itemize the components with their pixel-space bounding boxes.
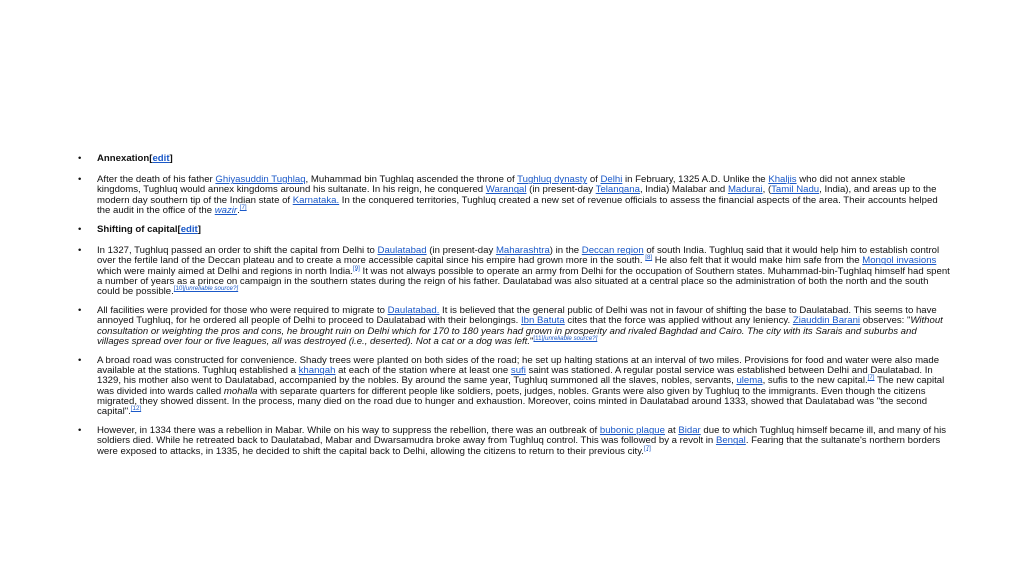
link-bidar[interactable]: Bidar xyxy=(678,425,701,437)
link-ulema[interactable]: ulema xyxy=(736,375,763,387)
link-delhi[interactable]: Delhi xyxy=(600,174,623,186)
citation-ref[interactable]: [12] xyxy=(130,404,142,412)
paragraph-migration: • All facilities were provided for those who were required to migrate to Daulatabad. It is believed that the general public of Delhi was not in favour of shifting the base to Daulatabad. This seems to have annoyed Tughluq, for he ordered all people of Delhi to proceed to Daulatabad with their belongings. Ibn Batuta cites that the force was applied without any leniency. Ziauddin Barani observes: "Without consultation or weighting the pros and cons, he brought ruin on Delhi which for 170 to 180 years had grown in prosperity and rivaled Baghdad and Cairo. The city with its Sarais and suburbs and villages spread over four or five leagues, all was destroyed (i.e., deserted). Not a cat or a dog was left."[11][unreliable source?] xyxy=(78,305,943,347)
link-karnataka[interactable]: Karnataka. xyxy=(292,194,340,206)
paragraph-annexation: • After the death of his father Ghiyasuddin Tughlaq, Muhammad bin Tughlaq ascended the throne of Tughluq dynasty of Delhi in February, 1325 A.D. Unlike the Khaljis who did not annex stable kingdoms, Tughluq would annex kingdoms around his sultanate. In his reign, he conquered Warangal (in present-day Telangana, India) Malabar and Madurai, (Tamil Nadu, India), and areas up to the modern day southern tip of the Indian state of Karnataka. In the conquered territories, Tughluq created a new set of revenue officials to assess the financial aspects of the area. Their accounts helped the audit in the office of the wazir.[7] xyxy=(78,174,938,216)
link-khanqah[interactable]: khanqah xyxy=(298,365,336,377)
section-list xyxy=(78,154,950,457)
bullet: • xyxy=(78,153,82,164)
paragraph-rebellion: • However, in 1334 there was a rebellion in Mabar. While on his way to suppress the rebellion, there was an outbreak of bubonic plague at Bidar due to which Tughluq himself became ill, and many of his soldiers died. While he retreated back to Daulatabad, Mabar and Dwarsamudra broke away from Tughluq control. This was followed by a revolt in Bengal. Fearing that the sultanate's northern borders were exposed to attacks, in 1335, he decided to shift the capital back to Delhi, allowing the citizens to return to their previous city.[7] xyxy=(78,425,947,457)
link-ibn-batuta[interactable]: Ibn Batuta xyxy=(521,315,565,327)
link-telangana[interactable]: Telangana xyxy=(595,184,640,196)
bullet: • xyxy=(78,224,82,236)
heading-shifting-of-capital: • Shifting of capital[edit] xyxy=(78,224,201,236)
bullet: • xyxy=(78,425,82,437)
unreliable-source-tag[interactable]: [unreliable source?] xyxy=(543,334,598,342)
paragraph-road: • A broad road was constructed for convenience. Shady trees were planted on both sides of the road; he set up halting stations at an interval of two miles. Provisions for food and water were also made available at the stations. Tughluq established a khanqah at each of the station where at least one sufi saint was stationed. A regular postal service was established between Delhi and Daulatabad. In 1329, his mother also went to Daulatabad, accompanied by the nobles. By around the same year, Tughluq summoned all the slaves, nobles, servants, ulema, sufis to the new capital.[7] The new capital was divided into wards called mohalla with separate quarters for different people like soldiers, poets, judges, nobles. Grants were also given by Tughluq to the immigrants. Even though the citizens migrated, they showed dissent. In the process, many died on the road due to hunger and exhaustion. Moreover, coins minted in Daulatabad around 1333, showed that Daulatabad was "the second capital".[12] xyxy=(78,355,945,418)
edit-link[interactable]: edit xyxy=(152,153,170,164)
paragraph-shift-order: • In 1327, Tughluq passed an order to shift the capital from Delhi to Daulatabad (in present-day Maharashtra) in the Deccan region of south India. Tughluq said that it would help him to establish control over the fertile land of the Deccan plateau and to create a more accessible capital since his empire had grown more in the south. [8] He also felt that it would make him safe from the Mongol invasions which were mainly aimed at Delhi and regions in north India.[9] It was not always possible to operate an army from Delhi for the occupation of Southern states. Muhammad-bin-Tughlaq himself had spent a number of years as a prince on campaign in the southern states during the reign of his father. Daulatabad was also situated at a central place so the administration of both the north and the south could be possible.[10][unreliable source?] xyxy=(78,245,950,298)
bullet: • xyxy=(78,245,82,257)
link-daulatabad[interactable]: Daulatabad xyxy=(377,245,427,257)
link-khaljis[interactable]: Khaljis xyxy=(768,174,797,186)
quotation: Without consultation or weighting the pros and cons, he brought ruin on Delhi which for 170 to 180 years had grown in prosperity and rivaled Baghdad and Cairo. The city with its Sarais and suburbs and villages spread over four or five leagues, all was destroyed (i.e., deserted). Not a cat or a dog was left. xyxy=(97,315,943,347)
article-content xyxy=(78,154,950,466)
link-warangal[interactable]: Warangal xyxy=(485,184,527,196)
link-bubonic-plague[interactable]: bubonic plague xyxy=(599,425,665,437)
link-ziauddin-barani[interactable]: Ziauddin Barani xyxy=(792,315,861,327)
link-mongol-invasions[interactable]: Mongol invasions xyxy=(862,255,937,267)
edit-link[interactable]: edit xyxy=(180,224,198,236)
link-wazir[interactable]: wazir xyxy=(214,204,238,216)
link-ghiyasuddin-tughlaq[interactable]: Ghiyasuddin Tughlaq xyxy=(215,174,306,186)
heading-annexation: • Annexation[edit] xyxy=(78,153,173,164)
link-maharashtra[interactable]: Maharashtra xyxy=(495,245,550,257)
bullet: • xyxy=(78,355,82,367)
citation-ref[interactable]: [7] xyxy=(643,444,651,452)
link-deccan-region[interactable]: Deccan region xyxy=(581,245,644,257)
citation-ref[interactable]: [8] xyxy=(645,254,653,262)
section-title: Shifting of capital xyxy=(97,224,178,236)
link-sufi[interactable]: sufi xyxy=(510,365,526,377)
citation-ref[interactable]: [7] xyxy=(867,374,875,382)
link-madurai[interactable]: Madurai xyxy=(727,184,763,196)
link-tughluq-dynasty[interactable]: Tughluq dynasty xyxy=(517,174,588,186)
section-title: Annexation xyxy=(97,153,150,164)
bullet: • xyxy=(78,305,82,317)
citation-ref[interactable]: [7] xyxy=(239,203,247,211)
unreliable-source-tag[interactable]: [unreliable source?] xyxy=(184,284,239,292)
bullet: • xyxy=(78,174,82,186)
link-daulatabad[interactable]: Daulatabad. xyxy=(387,305,440,317)
link-tamil-nadu[interactable]: Tamil Nadu xyxy=(771,184,820,196)
citation-ref[interactable]: [11] xyxy=(533,334,544,342)
link-bengal[interactable]: Bengal xyxy=(715,435,746,447)
citation-ref[interactable]: [9] xyxy=(352,264,360,272)
citation-ref[interactable]: [10] xyxy=(173,284,185,292)
